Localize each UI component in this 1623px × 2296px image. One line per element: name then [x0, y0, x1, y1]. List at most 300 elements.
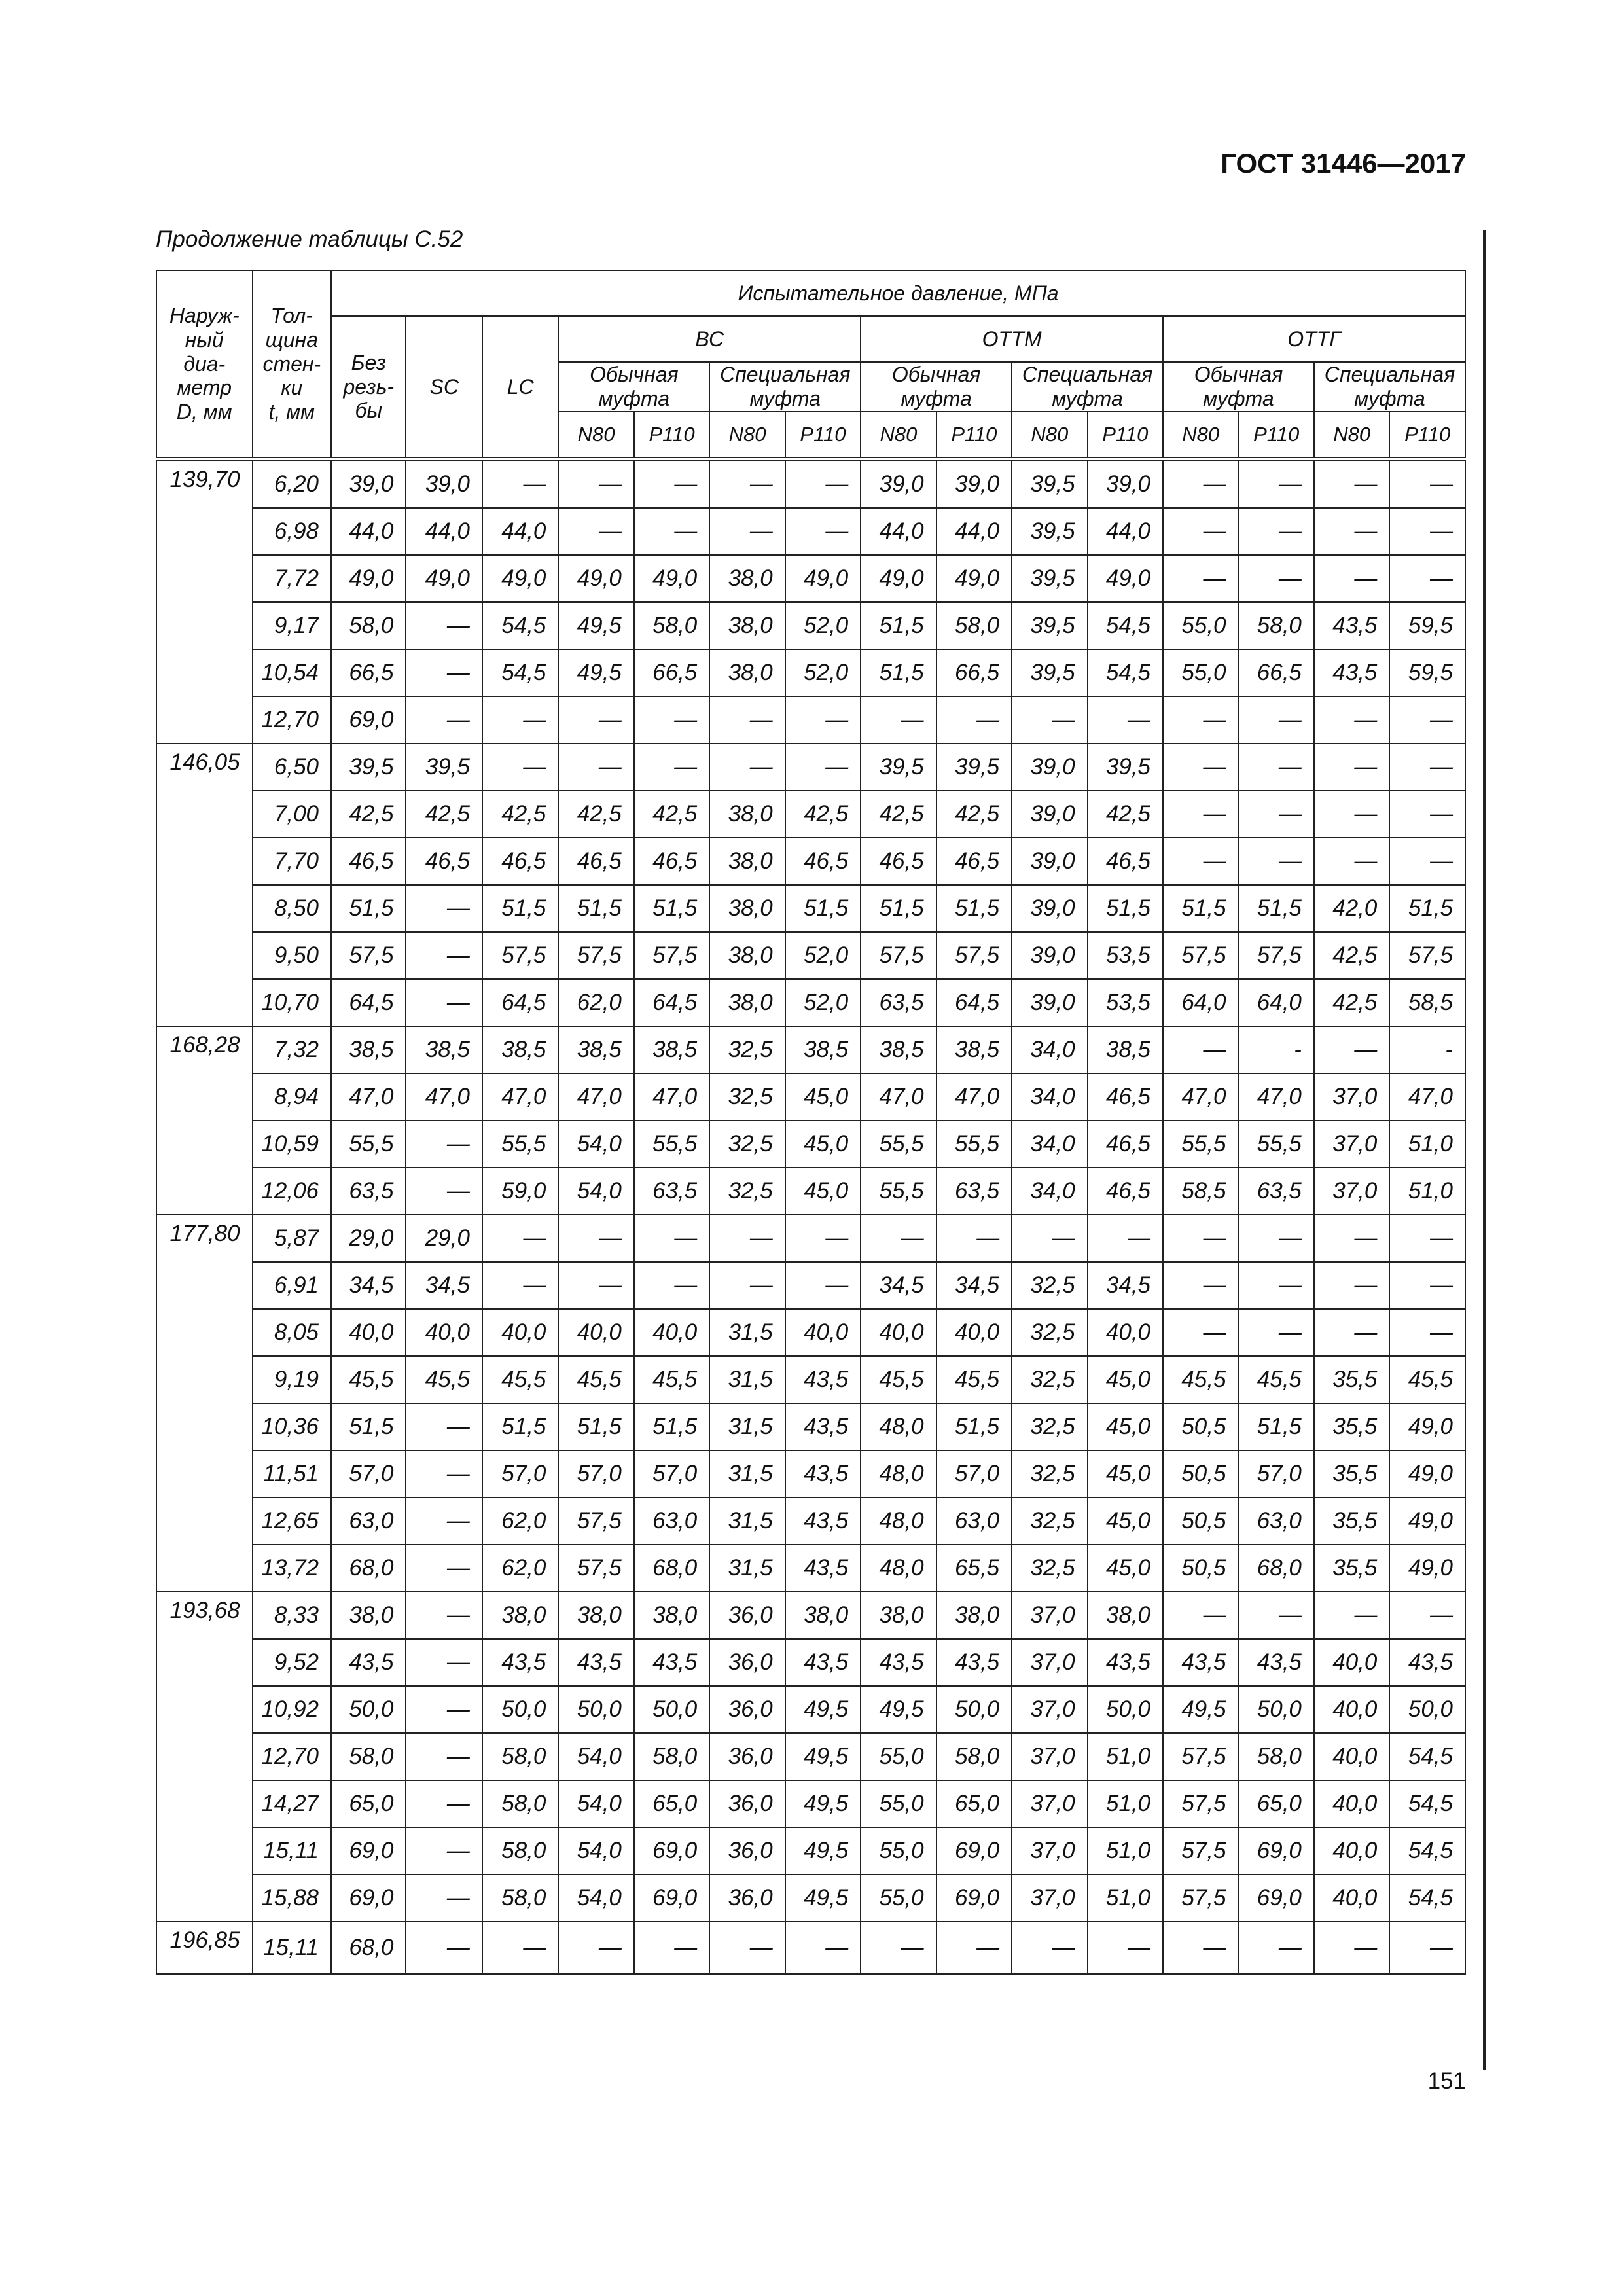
pressure-cell: — — [1088, 696, 1163, 744]
bc-regular-coupling: Обычная муфта — [558, 362, 709, 412]
pressure-cell: — — [1314, 791, 1389, 838]
pressure-cell: 34,0 — [1012, 1168, 1087, 1215]
pressure-cell: 57,5 — [558, 1498, 633, 1545]
pressure-cell: — — [1012, 1922, 1087, 1974]
pressure-cell: 49,5 — [785, 1686, 861, 1733]
pressure-cell: 49,0 — [634, 555, 709, 602]
pressure-cell: 51,0 — [1088, 1874, 1163, 1922]
pressure-cell: 50,0 — [1238, 1686, 1313, 1733]
table-row — [156, 932, 1465, 979]
pressure-cell: 57,5 — [634, 932, 709, 979]
pressure-cell: — — [406, 649, 482, 696]
pressure-cell: 40,0 — [936, 1309, 1012, 1356]
pressure-cell: 48,0 — [861, 1498, 936, 1545]
table-row — [156, 1922, 1465, 1974]
pressure-cell: — — [1314, 696, 1389, 744]
pressure-cell: 50,0 — [634, 1686, 709, 1733]
pressure-cell: 43,5 — [785, 1450, 861, 1498]
table-caption: Продолжение таблицы С.52 — [156, 226, 463, 252]
pressure-cell: 57,0 — [331, 1450, 406, 1498]
grade-n80: N80 — [558, 412, 633, 459]
pressure-cell: 45,0 — [1088, 1498, 1163, 1545]
pressure-cell: 39,5 — [861, 744, 936, 791]
pressure-cell: 29,0 — [406, 1215, 482, 1262]
pressure-cell: 40,0 — [1088, 1309, 1163, 1356]
table-row — [156, 1356, 1465, 1403]
pressure-cell: — — [785, 744, 861, 791]
pressure-cell: 55,5 — [1238, 1121, 1313, 1168]
margin-rule — [1483, 230, 1486, 2070]
pressure-cell: 39,5 — [1012, 555, 1087, 602]
pressure-cell: 51,5 — [1163, 885, 1238, 932]
pressure-cell: 39,0 — [1012, 791, 1087, 838]
pressure-cell: — — [558, 508, 633, 555]
pressure-cell: — — [1238, 838, 1313, 885]
pressure-cell: — — [558, 459, 633, 509]
pressure-cell: 37,0 — [1012, 1874, 1087, 1922]
pressure-cell: — — [482, 1215, 558, 1262]
pressure-cell: 58,0 — [482, 1733, 558, 1780]
wall-thickness-cell: 6,20 — [253, 459, 331, 509]
pressure-cell: 45,5 — [558, 1356, 633, 1403]
pressure-cell: 32,5 — [709, 1026, 785, 1073]
pressure-cell: 36,0 — [709, 1874, 785, 1922]
pressure-cell: 49,0 — [1389, 1498, 1465, 1545]
pressure-cell: 44,0 — [406, 508, 482, 555]
pressure-cell: 51,5 — [861, 649, 936, 696]
pressure-cell: 43,5 — [936, 1639, 1012, 1686]
pressure-cell: 38,5 — [936, 1026, 1012, 1073]
pressure-cell: — — [406, 1827, 482, 1874]
pressure-cell: 54,5 — [482, 602, 558, 649]
table-row — [156, 1215, 1465, 1262]
grade-p110: P110 — [1238, 412, 1313, 459]
pressure-cell: 42,5 — [558, 791, 633, 838]
pressure-cell: — — [785, 459, 861, 509]
pressure-cell: 57,5 — [558, 1545, 633, 1592]
pressure-cell: 46,5 — [1088, 1073, 1163, 1121]
pressure-cell: — — [634, 744, 709, 791]
pressure-cell: 59,5 — [1389, 602, 1465, 649]
pressure-cell: 46,5 — [558, 838, 633, 885]
pressure-cell: — — [406, 1545, 482, 1592]
pressure-cell: 39,0 — [1088, 459, 1163, 509]
pressure-cell: 40,0 — [1314, 1874, 1389, 1922]
pressure-cell: 38,0 — [709, 979, 785, 1026]
wall-thickness-cell: 13,72 — [253, 1545, 331, 1592]
pressure-cell: 38,0 — [482, 1592, 558, 1639]
pressure-cell: - — [1238, 1026, 1313, 1073]
pressure-cell: — — [1163, 1592, 1238, 1639]
wall-thickness-cell: 7,32 — [253, 1026, 331, 1073]
pressure-cell: 62,0 — [482, 1545, 558, 1592]
wall-thickness-cell: 8,94 — [253, 1073, 331, 1121]
table-row — [156, 1780, 1465, 1827]
pressure-cell: — — [1238, 1215, 1313, 1262]
pressure-cell: — — [1012, 1215, 1087, 1262]
pressure-cell: 54,0 — [558, 1733, 633, 1780]
pressure-cell: 51,5 — [331, 1403, 406, 1450]
pressure-cell: — — [785, 1922, 861, 1974]
pressure-cell: — — [709, 1262, 785, 1309]
pressure-cell: 55,5 — [331, 1121, 406, 1168]
pressure-cell: 55,0 — [861, 1827, 936, 1874]
table-row — [156, 1026, 1465, 1073]
pressure-cell: 42,5 — [1088, 791, 1163, 838]
pressure-cell: 45,0 — [1088, 1545, 1163, 1592]
pressure-cell: 39,5 — [936, 744, 1012, 791]
pressure-cell: 55,5 — [861, 1168, 936, 1215]
pressure-cell: 40,0 — [861, 1309, 936, 1356]
pressure-cell: — — [634, 696, 709, 744]
pressure-cell: 40,0 — [1314, 1733, 1389, 1780]
pressure-cell: — — [1238, 1262, 1313, 1309]
pressure-cell: — — [558, 696, 633, 744]
pressure-cell: 39,5 — [1088, 744, 1163, 791]
wall-thickness-cell: 6,50 — [253, 744, 331, 791]
pressure-cell: 49,0 — [936, 555, 1012, 602]
pressure-cell: 49,0 — [785, 555, 861, 602]
table-row — [156, 555, 1465, 602]
pressure-cell: 51,5 — [331, 885, 406, 932]
pressure-cell: 47,0 — [1238, 1073, 1313, 1121]
pressure-cell: 58,0 — [936, 1733, 1012, 1780]
wall-thickness-cell: 9,50 — [253, 932, 331, 979]
pressure-cell: 35,5 — [1314, 1403, 1389, 1450]
pressure-cell: 47,0 — [558, 1073, 633, 1121]
pressure-cell: — — [406, 1686, 482, 1733]
pressure-cell: — — [785, 508, 861, 555]
pressure-cell: 38,0 — [558, 1592, 633, 1639]
pressure-cell: 64,5 — [482, 979, 558, 1026]
table-row — [156, 1309, 1465, 1356]
col-no-thread-header: Без резь- бы — [331, 316, 406, 459]
pressure-cell: 65,0 — [331, 1780, 406, 1827]
pressure-cell: 43,5 — [785, 1545, 861, 1592]
wall-thickness-cell: 10,36 — [253, 1403, 331, 1450]
page-number: 151 — [1427, 2068, 1466, 2094]
table-row — [156, 1262, 1465, 1309]
pressure-cell: 53,5 — [1088, 932, 1163, 979]
pressure-cell: 43,5 — [785, 1356, 861, 1403]
pressure-cell: 38,0 — [709, 838, 785, 885]
pressure-cell: — — [1163, 1026, 1238, 1073]
wall-thickness-cell: 6,91 — [253, 1262, 331, 1309]
pressure-cell: 45,0 — [1088, 1356, 1163, 1403]
pressure-cell: 39,0 — [1012, 885, 1087, 932]
pressure-cell: 57,5 — [1163, 1874, 1238, 1922]
wall-thickness-cell: 15,88 — [253, 1874, 331, 1922]
pressure-cell: 58,0 — [482, 1827, 558, 1874]
pressure-cell: 51,5 — [1238, 1403, 1313, 1450]
pressure-cell: — — [936, 1922, 1012, 1974]
wall-thickness-cell: 5,87 — [253, 1215, 331, 1262]
pressure-cell: 50,5 — [1163, 1450, 1238, 1498]
pressure-cell: 55,0 — [1163, 649, 1238, 696]
pressure-cell: 34,5 — [406, 1262, 482, 1309]
pressure-cell: 42,5 — [482, 791, 558, 838]
pressure-cell: 34,0 — [1012, 1121, 1087, 1168]
pressure-cell: 43,5 — [331, 1639, 406, 1686]
pressure-cell: 39,5 — [406, 744, 482, 791]
pressure-cell: 49,0 — [558, 555, 633, 602]
pressure-cell: — — [406, 1168, 482, 1215]
pressure-cell: 63,5 — [1238, 1168, 1313, 1215]
pressure-cell: — — [1012, 696, 1087, 744]
pressure-cell: 51,5 — [634, 885, 709, 932]
grade-n80: N80 — [1314, 412, 1389, 459]
pressure-cell: 32,5 — [709, 1073, 785, 1121]
pressure-cell: — — [785, 1262, 861, 1309]
pressure-cell: — — [482, 1262, 558, 1309]
pressure-cell: — — [1238, 508, 1313, 555]
pressure-cell: — — [1163, 555, 1238, 602]
table-body — [156, 459, 1465, 1975]
pressure-cell: 46,5 — [406, 838, 482, 885]
pressure-cell: 40,0 — [331, 1309, 406, 1356]
standard-number: ГОСТ 31446—2017 — [1221, 148, 1466, 179]
pressure-cell: 44,0 — [936, 508, 1012, 555]
pressure-cell: 45,5 — [1238, 1356, 1313, 1403]
pressure-cell: 54,5 — [1088, 649, 1163, 696]
table-row — [156, 1121, 1465, 1168]
pressure-cell: 38,5 — [634, 1026, 709, 1073]
wall-thickness-cell: 10,59 — [253, 1121, 331, 1168]
wall-thickness-cell: 10,92 — [253, 1686, 331, 1733]
pressure-cell: — — [709, 1922, 785, 1974]
bc-special-coupling: Специальная муфта — [709, 362, 861, 412]
wall-thickness-cell: 10,54 — [253, 649, 331, 696]
wall-thickness-cell: 11,51 — [253, 1450, 331, 1498]
diameter-cell: 193,68 — [156, 1592, 253, 1922]
pressure-cell: 57,0 — [558, 1450, 633, 1498]
pressure-cell: 43,5 — [1314, 649, 1389, 696]
pressure-cell: — — [1389, 1592, 1465, 1639]
pressure-cell: 42,0 — [1314, 885, 1389, 932]
pressure-cell: 36,0 — [709, 1733, 785, 1780]
pressure-cell: 38,5 — [482, 1026, 558, 1073]
pressure-cell: 37,0 — [1314, 1073, 1389, 1121]
pressure-cell: 54,5 — [1389, 1733, 1465, 1780]
pressure-cell: 43,5 — [785, 1498, 861, 1545]
wall-thickness-cell: 12,70 — [253, 1733, 331, 1780]
pressure-cell: 38,5 — [406, 1026, 482, 1073]
pressure-cell: 55,0 — [861, 1874, 936, 1922]
col-diameter-header: Наруж- ный диа- метр D, мм — [156, 270, 253, 459]
pressure-cell: — — [1389, 791, 1465, 838]
pressure-cell: 32,5 — [1012, 1403, 1087, 1450]
pressure-cell: 39,5 — [1012, 602, 1087, 649]
pressure-cell: 69,0 — [936, 1874, 1012, 1922]
wall-thickness-cell: 12,65 — [253, 1498, 331, 1545]
pressure-cell: 40,0 — [558, 1309, 633, 1356]
table-row — [156, 1450, 1465, 1498]
pressure-cell: 69,0 — [331, 696, 406, 744]
pressure-cell: 69,0 — [331, 1827, 406, 1874]
pressure-cell: — — [1163, 1309, 1238, 1356]
pressure-cell: 58,0 — [634, 602, 709, 649]
pressure-cell: — — [634, 1922, 709, 1974]
pressure-cell: 66,5 — [634, 649, 709, 696]
pressure-cell: 38,5 — [861, 1026, 936, 1073]
pressure-cell: 49,5 — [1163, 1686, 1238, 1733]
pressure-cell: — — [1389, 459, 1465, 509]
pressure-cell: 51,0 — [1389, 1168, 1465, 1215]
pressure-cell: — — [406, 1922, 482, 1974]
pressure-cell: — — [634, 508, 709, 555]
wall-thickness-cell: 12,70 — [253, 696, 331, 744]
pressure-cell: 54,0 — [558, 1874, 633, 1922]
bc-header: ВС — [558, 316, 861, 362]
pressure-cell: — — [1314, 1215, 1389, 1262]
pressure-cell: 34,5 — [1088, 1262, 1163, 1309]
pressure-cell: — — [1163, 744, 1238, 791]
pressure-cell: 37,0 — [1012, 1639, 1087, 1686]
pressure-cell: 38,0 — [709, 932, 785, 979]
table-row — [156, 1686, 1465, 1733]
ottm-regular-coupling: Обычная муфта — [861, 362, 1012, 412]
pressure-cell: 36,0 — [709, 1639, 785, 1686]
pressure-cell: 39,0 — [1012, 932, 1087, 979]
ottg-regular-coupling: Обычная муфта — [1163, 362, 1314, 412]
pressure-cell: — — [1238, 1922, 1313, 1974]
pressure-cell: 69,0 — [331, 1874, 406, 1922]
table-row — [156, 791, 1465, 838]
pressure-cell: 49,5 — [785, 1874, 861, 1922]
pressure-cell: 43,5 — [785, 1403, 861, 1450]
pressure-cell: — — [634, 1262, 709, 1309]
table-row — [156, 1733, 1465, 1780]
pressure-cell: 42,5 — [406, 791, 482, 838]
pressure-cell: 55,5 — [1163, 1121, 1238, 1168]
pressure-cell: 42,5 — [785, 791, 861, 838]
pressure-cell: 42,5 — [634, 791, 709, 838]
pressure-cell: — — [406, 979, 482, 1026]
pressure-cell: 42,5 — [861, 791, 936, 838]
pressure-cell: 31,5 — [709, 1309, 785, 1356]
pressure-cell: 49,0 — [861, 555, 936, 602]
wall-thickness-cell: 10,70 — [253, 979, 331, 1026]
pressure-cell: 38,5 — [331, 1026, 406, 1073]
pressure-cell: 62,0 — [482, 1498, 558, 1545]
pressure-cell: 58,0 — [1238, 1733, 1313, 1780]
pressure-cell: 51,5 — [936, 885, 1012, 932]
pressure-cell: 49,5 — [558, 602, 633, 649]
pressure-cell: 49,0 — [1088, 555, 1163, 602]
wall-thickness-cell: 7,00 — [253, 791, 331, 838]
pressure-cell: 39,0 — [936, 459, 1012, 509]
pressure-cell: 59,5 — [1389, 649, 1465, 696]
pressure-cell: 64,5 — [331, 979, 406, 1026]
col-sc-header: SC — [406, 316, 482, 459]
pressure-cell: 39,0 — [1012, 744, 1087, 791]
pressure-cell: 58,0 — [1238, 602, 1313, 649]
pressure-cell: 55,0 — [861, 1780, 936, 1827]
pressure-cell: 34,5 — [331, 1262, 406, 1309]
pressure-cell: 49,0 — [406, 555, 482, 602]
pressure-cell: 68,0 — [331, 1545, 406, 1592]
pressure-cell: 54,5 — [1389, 1780, 1465, 1827]
pressure-cell: 63,5 — [936, 1168, 1012, 1215]
pressure-cell: — — [406, 696, 482, 744]
pressure-cell: 50,5 — [1163, 1403, 1238, 1450]
pressure-cell: 48,0 — [861, 1450, 936, 1498]
pressure-cell: — — [1314, 1309, 1389, 1356]
pressure-cell: 69,0 — [634, 1874, 709, 1922]
pressure-cell: — — [1238, 1592, 1313, 1639]
pressure-cell: 43,5 — [1088, 1639, 1163, 1686]
pressure-cell: 64,5 — [936, 979, 1012, 1026]
diameter-cell: 196,85 — [156, 1922, 253, 1974]
pressure-cell: 47,0 — [406, 1073, 482, 1121]
pressure-cell: 52,0 — [785, 649, 861, 696]
pressure-cell: — — [482, 459, 558, 509]
pressure-cell: 32,5 — [1012, 1262, 1087, 1309]
ottg-special-coupling: Специальная муфта — [1314, 362, 1465, 412]
pressure-cell: — — [1314, 1026, 1389, 1073]
pressure-cell: 45,5 — [482, 1356, 558, 1403]
pressure-cell: 43,5 — [785, 1639, 861, 1686]
pressure-cell: 40,0 — [1314, 1827, 1389, 1874]
table-row — [156, 1073, 1465, 1121]
pressure-cell: 50,5 — [1163, 1498, 1238, 1545]
pressure-cell: 38,0 — [1088, 1592, 1163, 1639]
pressure-cell: 55,5 — [482, 1121, 558, 1168]
pressure-cell: 43,5 — [1163, 1639, 1238, 1686]
table-row — [156, 1168, 1465, 1215]
table-row — [156, 459, 1465, 509]
pressure-cell: 39,5 — [331, 744, 406, 791]
pressure-cell: 49,0 — [482, 555, 558, 602]
col-lc-header: LC — [482, 316, 558, 459]
pressure-cell: 51,5 — [558, 885, 633, 932]
pressure-cell: — — [1238, 744, 1313, 791]
pressure-cell: 45,0 — [785, 1073, 861, 1121]
table-row — [156, 1639, 1465, 1686]
pressure-cell: 51,5 — [1389, 885, 1465, 932]
wall-thickness-cell: 15,11 — [253, 1827, 331, 1874]
table-row — [156, 1545, 1465, 1592]
pressure-cell: 63,5 — [861, 979, 936, 1026]
pressure-cell: — — [406, 1639, 482, 1686]
pressure-cell: — — [1389, 1922, 1465, 1974]
pressure-cell: — — [1314, 744, 1389, 791]
pressure-cell: 58,0 — [634, 1733, 709, 1780]
pressure-cell: 34,0 — [1012, 1026, 1087, 1073]
pressure-cell: 38,0 — [861, 1592, 936, 1639]
pressure-cell: 43,5 — [558, 1639, 633, 1686]
pressure-cell: 38,5 — [558, 1026, 633, 1073]
pressure-cell: — — [785, 1215, 861, 1262]
wall-thickness-cell: 9,19 — [253, 1356, 331, 1403]
wall-thickness-cell: 14,27 — [253, 1780, 331, 1827]
pressure-cell: 37,0 — [1012, 1686, 1087, 1733]
diameter-cell: 177,80 — [156, 1215, 253, 1592]
pressure-cell: 63,5 — [331, 1168, 406, 1215]
pressure-cell: 69,0 — [936, 1827, 1012, 1874]
pressure-cell: 37,0 — [1314, 1168, 1389, 1215]
pressure-cell: 64,0 — [1163, 979, 1238, 1026]
pressure-cell: 46,5 — [1088, 838, 1163, 885]
pressure-cell: — — [1314, 508, 1389, 555]
pressure-cell: 46,5 — [861, 838, 936, 885]
ottm-special-coupling: Специальная муфта — [1012, 362, 1163, 412]
pressure-cell: 37,0 — [1314, 1121, 1389, 1168]
pressure-cell: 45,5 — [1163, 1356, 1238, 1403]
pressure-cell: 45,0 — [785, 1121, 861, 1168]
pressure-cell: 48,0 — [861, 1403, 936, 1450]
pressure-cell: — — [634, 459, 709, 509]
